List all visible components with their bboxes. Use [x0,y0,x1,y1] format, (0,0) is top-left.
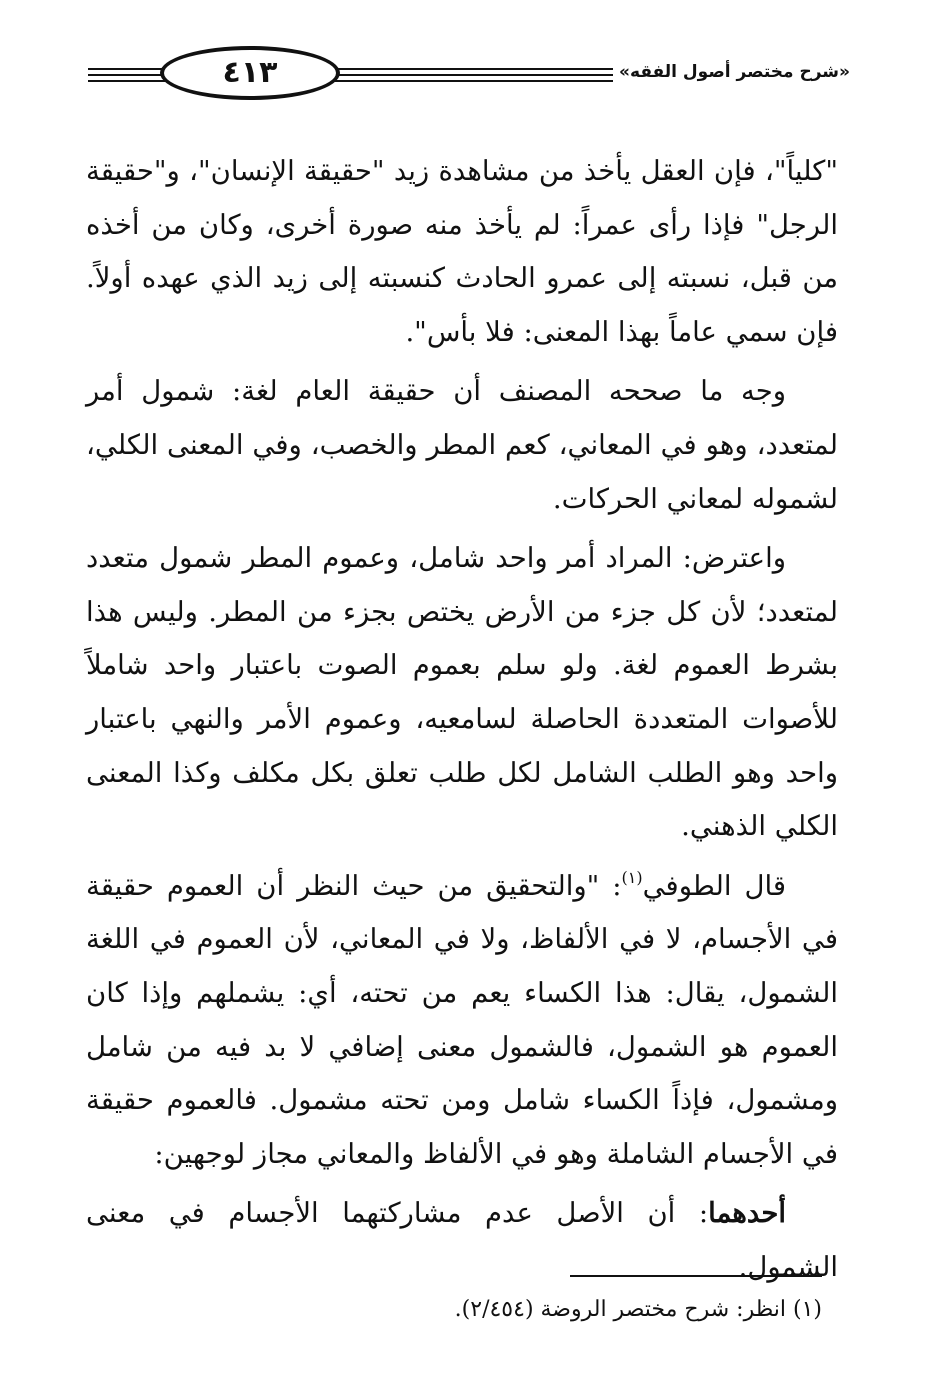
paragraph-5 [86,1187,838,1294]
paragraph-4 [86,860,838,1182]
paragraph-3: واعترض: المراد أمر واحد شامل، وعموم المطر شمول متعدد لمتعدد؛ لأن كل جزء من الأرض يختص بجزء من المطر. وليس هذا بشرط العموم لغة. ولو سلم بعموم الصوت باعتبار واحد شاملاً للأصوات المتعددة الحاصلة لسامعيه، وعموم الأمر والنهي باعتبار واحد وهو الطلب الشامل لكل طلب تعلق بكل مكلف وكذا المعنى الكلي الذهني. [86,542,838,843]
footnote-separator [570,1275,822,1277]
paragraph-2: وجه ما صححه المصنف أن حقيقة العام لغة: شمول أمر لمتعدد، وهو في المعاني، كعم المطر والخصب، وفي المعنى الكلي، لشموله لمعاني الحركات. [86,375,838,515]
body-text [86,145,838,1294]
bold-term: أحدهما [708,1197,786,1230]
paragraph-4-lead: قال الطوفي [642,869,786,902]
footnote-reference[interactable]: (١) [621,867,643,887]
paragraph-4-text: : "والتحقيق من حيث النظر أن العموم حقيقة في الأجسام، لا في الألفاظ، ولا في المعاني، لأن العموم في اللغة الشمول، يقال: هذا الكساء يعم من تحته، أي: يشملهم وإذا كان العموم هو الشمول، فالشمول معنى إضافي لا بد فيه من شامل ومشمول، فإذاً الكساء شامل ومن تحته مشمول. فالعموم حقيقة في الأجسام الشاملة وهو في الألفاظ والمعاني مجاز لوجهين: [86,869,838,1170]
footnote-1: (١) انظر: شرح مختصر الروضة (٢/٤٥٤). [454,1297,822,1322]
page-header [88,42,850,104]
paragraph-1: "كلياً"، فإن العقل يأخذ من مشاهدة زيد "حقيقة الإنسان"، و"حقيقة الرجل" فإذا رأى عمراً: لم يأخذ منه صورة أخرى، وكان من أخذه من قبل، نسبته إلى عمرو الحادث كنسبته إلى زيد الذي عهده أولاً. فإن سمي عاماً بهذا المعنى: فلا بأس". [86,155,838,348]
running-title: «شرح مختصر أصول الفقه» [613,62,850,82]
page-number-frame [160,46,340,100]
paragraph-5-text: : أن الأصل عدم مشاركتهما الأجسام في معنى الشمول. [86,1197,838,1283]
page-number: ٤١٣ [222,55,278,90]
